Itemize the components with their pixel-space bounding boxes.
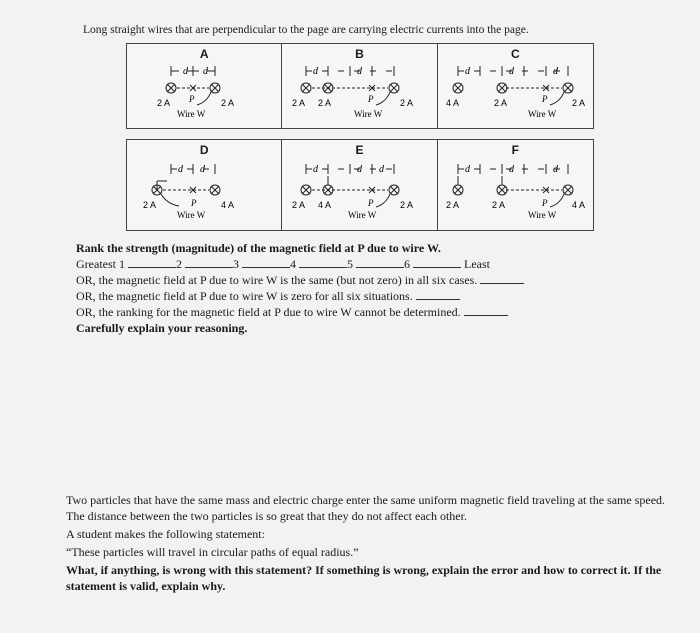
rank-number: 5 (346, 257, 353, 271)
panel-c (438, 44, 593, 128)
point-p: P (541, 198, 548, 208)
answer-blank[interactable] (464, 304, 508, 316)
option-undetermined (76, 304, 596, 320)
panel-a-diagram (127, 62, 283, 128)
rank-number: 4 (289, 257, 296, 271)
label-d: d (313, 66, 319, 77)
wire-label: Wire W (527, 210, 556, 220)
question-1-heading: Rank the strength (magnitude) of the magnetic field at P due to wire W. (76, 241, 441, 255)
least-label: Least (463, 257, 490, 271)
panel-b-diagram (282, 62, 438, 128)
rank-number: 6 (403, 257, 410, 271)
rank-blank[interactable] (413, 256, 461, 268)
rank-blank[interactable] (128, 256, 176, 268)
rank-blank[interactable] (242, 256, 290, 268)
current-label: 2 A (143, 200, 157, 210)
label-d: d (508, 66, 514, 77)
label-d: d (313, 164, 319, 175)
current-label: 2 A (400, 98, 414, 108)
diagram-row-top (126, 43, 594, 129)
answer-blank[interactable] (416, 288, 460, 300)
question-1 (76, 240, 596, 336)
panel-f (438, 140, 593, 230)
option-same (76, 272, 596, 288)
point-p: P (368, 198, 374, 208)
current-label: 2 A (221, 98, 235, 108)
panel-d-diagram (127, 158, 283, 230)
rank-blank[interactable] (299, 256, 347, 268)
label-d: d (357, 66, 363, 77)
ranking-line (76, 256, 596, 272)
wire-label: Wire W (354, 109, 383, 119)
current-label: 2 A (157, 98, 171, 108)
current-label: 4 A (221, 200, 235, 210)
panel-letter: B (355, 47, 364, 61)
panel-a (127, 44, 282, 128)
wire-label: Wire W (527, 109, 556, 119)
greatest-label: Greatest 1 (76, 257, 125, 271)
current-label: 2 A (571, 98, 585, 108)
label-d: d (379, 164, 385, 175)
panel-e-diagram (282, 158, 438, 230)
explain-prompt: Carefully explain your reasoning. (76, 321, 248, 335)
diagram-row-bottom (126, 139, 594, 231)
current-label: 2 A (292, 200, 306, 210)
label-d: d (200, 164, 205, 175)
label-d: d (178, 164, 183, 175)
answer-blank[interactable] (480, 272, 524, 284)
panel-letter: E (355, 143, 364, 157)
problem-prompt: Long straight wires that are perpendicular to the page are carrying electric currents into the page. (83, 24, 529, 36)
question-2 (66, 492, 666, 594)
point-p: P (189, 94, 195, 104)
rank-blank[interactable] (185, 256, 233, 268)
current-label: 4 A (318, 200, 332, 210)
panel-e (282, 140, 437, 230)
option-same-text: OR, the magnetic field at P due to wire W is the same (but not zero) in all six cases. (76, 273, 478, 287)
panel-letter: D (199, 143, 209, 157)
current-label: 4 A (445, 98, 459, 108)
label-d: d (552, 66, 558, 77)
current-label: 2 A (493, 98, 507, 108)
panel-letter: A (199, 47, 209, 61)
label-d: d (464, 66, 470, 77)
rank-number: 3 (232, 257, 239, 271)
label-d: d (508, 164, 514, 175)
rank-number: 2 (175, 257, 182, 271)
question-2-intro: Two particles that have the same mass and electric charge enter the same uniform magnetic field traveling at the same speed. The distance between the two particles is so great that they do not affect each other. (66, 493, 666, 523)
rank-blank[interactable] (356, 256, 404, 268)
panel-letter: C (510, 47, 520, 61)
point-p: P (368, 94, 374, 104)
current-label: 2 A (292, 98, 306, 108)
current-label: 4 A (571, 200, 585, 210)
wire-label: Wire W (177, 210, 206, 220)
label-d: d (552, 164, 558, 175)
point-p: P (541, 94, 548, 104)
current-label: 2 A (400, 200, 414, 210)
option-undetermined-text: OR, the ranking for the magnetic field at P due to wire W cannot be determined. (76, 305, 461, 319)
panel-letter: F (511, 143, 519, 157)
current-label: 2 A (318, 98, 332, 108)
panel-d (127, 140, 282, 230)
label-d: d (183, 66, 188, 77)
question-2-prompt: What, if anything, is wrong with this statement? If something is wrong, explain the error and how to correct it. If the statement is valid, explain why. (66, 563, 662, 593)
statement-intro: A student makes the following statement: (66, 527, 265, 541)
panel-c-diagram (438, 62, 594, 128)
wire-label: Wire W (348, 210, 377, 220)
point-p: P (191, 198, 197, 208)
current-label: 2 A (491, 200, 505, 210)
label-d: d (464, 164, 470, 175)
label-d: d (357, 164, 363, 175)
panel-b (282, 44, 437, 128)
wire-label: Wire W (177, 109, 206, 119)
student-statement: “These particles will travel in circular paths of equal radius.” (66, 545, 359, 559)
panel-f-diagram (438, 158, 594, 230)
label-d: d (203, 66, 208, 77)
option-zero (76, 288, 596, 304)
current-label: 2 A (445, 200, 459, 210)
option-zero-text: OR, the magnetic field at P due to wire W is zero for all six situations. (76, 289, 413, 303)
